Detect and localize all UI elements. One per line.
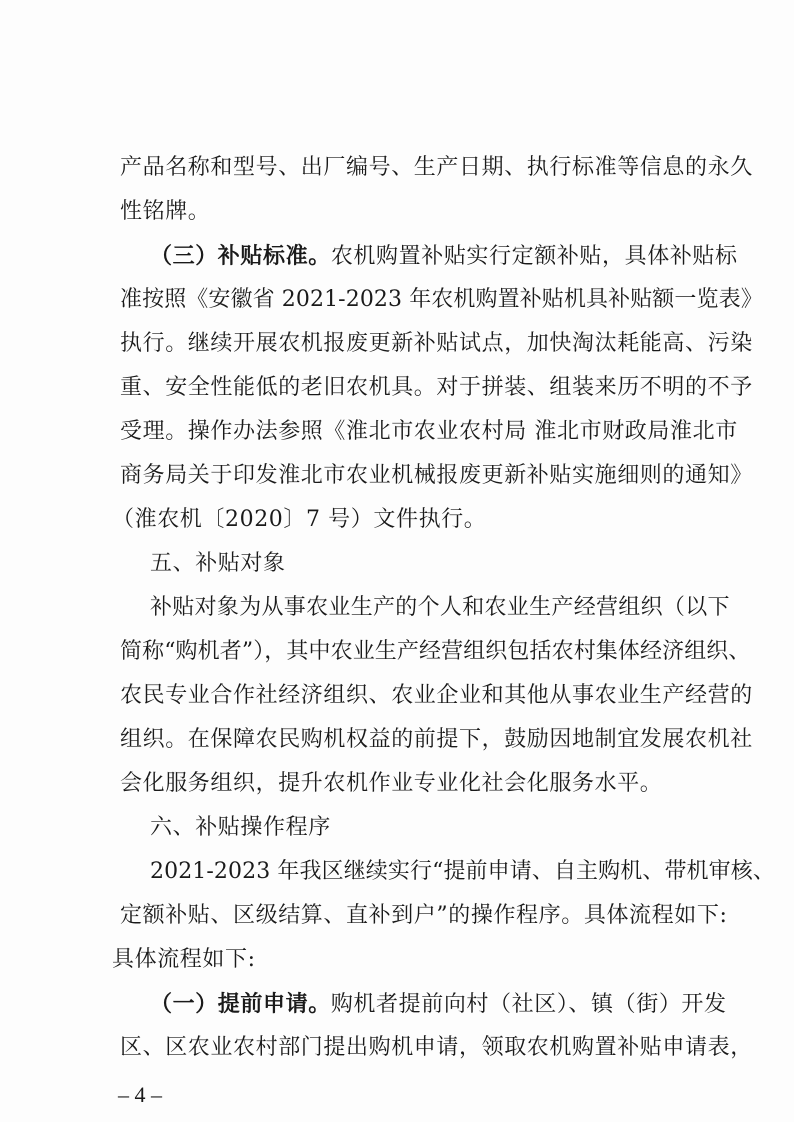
section-subsidy-standard (150, 241, 738, 272)
body-text-line: 会化服务组织，提升农机作业专业化社会化服务水平。 (120, 771, 663, 796)
body-text-line: 区、区农业农村部门提出购机申请，领取农机购置补贴申请表， (120, 1035, 753, 1060)
page-number: – 4 – (118, 1082, 162, 1107)
body-text-segment: 购机者提前向村（社区）、镇（街）开发 (330, 992, 727, 1017)
body-text-line: 产品名称和型号、出厂编号、生产日期、执行标准等信息的永久 (120, 155, 753, 180)
body-text-line: 重、安全性能低的老旧农机具。对于拼装、组装来历不明的不予 (120, 375, 753, 400)
body-text-segment: 农机购置补贴实行定额补贴，具体补贴标 (330, 244, 738, 269)
body-text-line: 农民专业合作社经济组织、农业企业和其他从事农业生产经营的 (120, 683, 753, 708)
heading-operation-procedure: 六、补贴操作程序 (150, 815, 331, 840)
body-text-line: 简称“购机者”），其中农业生产经营组织包括农村集体经济组织、 (120, 639, 751, 664)
body-text-line: 执行。继续开展农机报废更新补贴试点，加快淘汰耗能高、污染 (120, 331, 753, 356)
bold-label-subsidy-standard: （三）补贴标准。 (150, 243, 331, 269)
body-text-line: （淮农机〔2020〕7 号）文件执行。 (112, 507, 487, 532)
heading-subsidy-target: 五、补贴对象 (150, 551, 286, 576)
body-text-line: 定额补贴、区级结算、直补到户”的操作程序。具体流程如下: (120, 903, 728, 928)
body-text-line: 具体流程如下: (112, 947, 256, 972)
body-text-line: 准按照《安徽省 2021-2023 年农机购置补贴机具补贴额一览表》 (120, 287, 763, 312)
section-advance-application (150, 989, 727, 1020)
body-text-line: 性铭牌。 (120, 199, 211, 224)
body-text-line: 2021-2023 年我区继续实行“提前申请、自主购机、带机审核、 (150, 859, 775, 884)
bold-label-advance-application: （一）提前申请。 (150, 991, 331, 1017)
body-text-line: 组织。在保障农民购机权益的前提下，鼓励因地制宜发展农机社 (120, 727, 753, 752)
body-text-line: 受理。操作办法参照《淮北市农业农村局 淮北市财政局淮北市 (120, 419, 738, 444)
body-text-line: 商务局关于印发淮北市农业机械报废更新补贴实施细则的通知》 (120, 463, 753, 488)
body-text-line: 补贴对象为从事农业生产的个人和农业生产经营组织（以下 (150, 595, 730, 620)
